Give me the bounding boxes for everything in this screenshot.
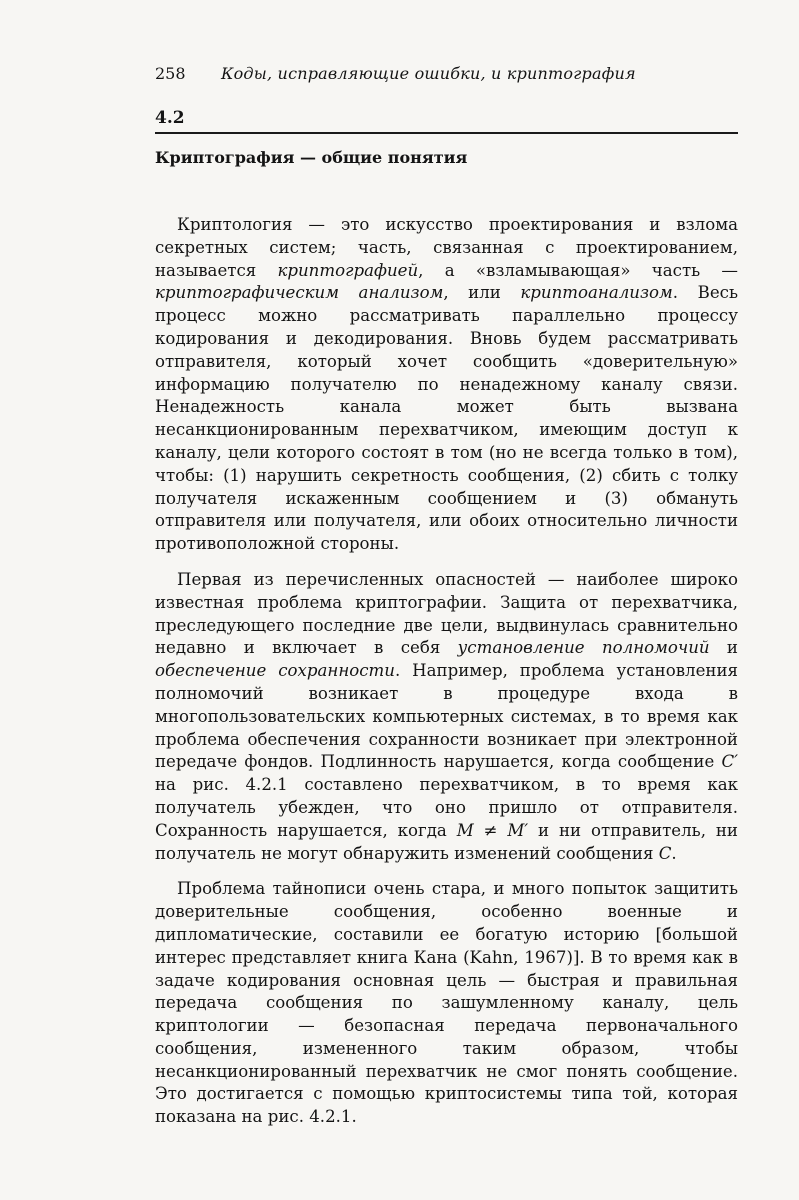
paragraph-2 (155, 569, 738, 865)
text-run: , а «взламывающая» часть — (418, 260, 738, 280)
math-c: C (658, 843, 672, 863)
running-title: Коды, исправляющие ошибки, и криптография (221, 64, 636, 83)
text-run: и (709, 638, 738, 658)
section-divider (155, 132, 738, 134)
text-run: Первая из перечисленных опасностей — наиболее широко известная проблема криптографии. Защита от перехватчика, преследующего последние две цели, выдвинулась сравнительно недавно и включает в себя (155, 569, 738, 658)
text-run: . (671, 843, 677, 863)
section-title: Криптография — общие понятия (155, 148, 468, 167)
text-run: Криптология — это искусство проектирования и взлома секретных систем; часть, связанная с проектированием, называется (155, 215, 738, 280)
text-run: . Например, проблема установления полномочий возникает в процедуре входа в многопользовательских компьютерных системах, в то время как проблема обеспечения сохранности возникает при электронной передаче фондов. Подлинность нарушается, когда сообщение (155, 661, 739, 772)
math-c-prime: C′ (721, 752, 738, 772)
text-run: и ни отправитель, ни получатель не могут обнаружить изменений сообщения (155, 820, 738, 863)
text-run: , или (443, 283, 521, 303)
text-run: . Весь процесс можно рассматривать параллельно процессу кодирования и декодирования. Вновь будем рассматривать отправителя, который хочет сообщить «доверительную» информацию получателю по ненадежному каналу связи. Ненадежность канала может быть вызвана несанкционированным перехватчиком, имеющим доступ к каналу, цели которого состоят в том (но не всегда только в том), чтобы: (1) нарушить секретность сообщения, (2) сбить с толку получателя искаженным сообщением и (3) обмануть отправителя или получателя, или обоих относительно личности противоположной стороны. (155, 283, 738, 554)
page-number: 258 (155, 64, 186, 83)
math-m-neq-m-prime: M ≠ M′ (456, 820, 529, 840)
term-cryptography: криптографией (277, 260, 419, 280)
section-number: 4.2 (155, 108, 185, 128)
paragraph-1 (155, 214, 738, 556)
text-run: на рис. 4.2.1 составлено перехватчиком, в то время как получатель убежден, что оно пришло от отправителя. Сохранность нарушается, когда (155, 775, 738, 840)
term-cryptanalysis-full: криптографическим анализом (155, 283, 444, 303)
term-authentication: установление полномочий (457, 638, 710, 658)
term-integrity: обеспечение сохранности (155, 661, 395, 681)
text-run: Проблема тайнописи очень стара, и много попыток защитить доверительные сообщения, особенно военные и дипломатические, составили ее богатую историю [большой интерес представляет книга Кана (Kahn, 1967)]. В то время как в задаче кодирования основная цель — быстрая и правильная передача сообщения по зашумленному каналу, цель криптологии — безопасная передача первоначального сообщения, измененного таким образом, чтобы несанкционированный перехватчик не смог понять сообщение. Это достигается с помощью криптосистемы типа той, которая показана на рис. 4.2.1. (155, 879, 738, 1127)
paragraph-3 (155, 878, 738, 1129)
running-header (155, 64, 755, 90)
term-cryptanalysis: криптоанализом (520, 283, 673, 303)
body-text (155, 214, 738, 1129)
